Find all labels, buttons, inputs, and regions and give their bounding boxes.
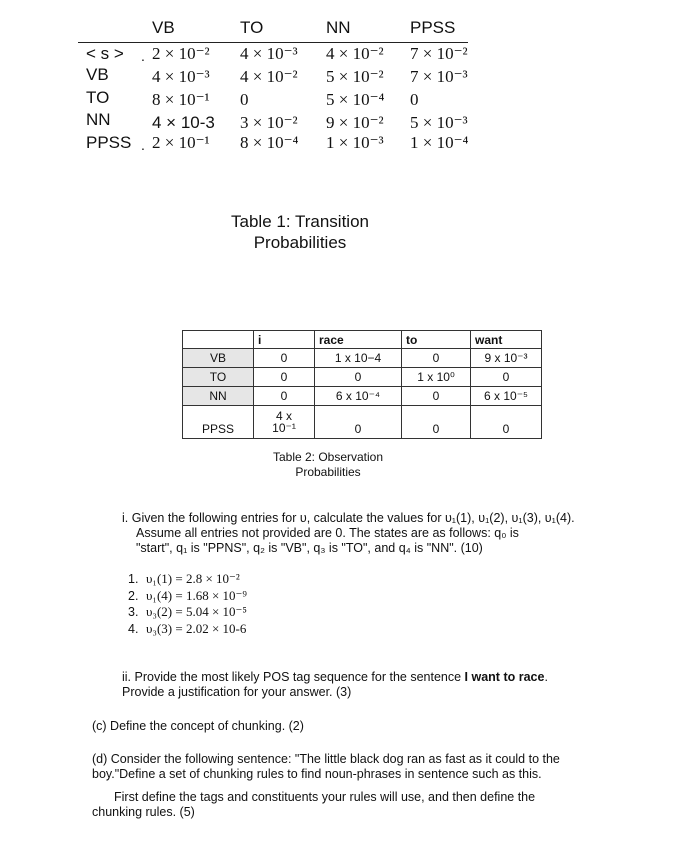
table1-cell: 5 × 10⁻³ bbox=[410, 113, 468, 132]
question-d-line: chunking rules. (5) bbox=[92, 805, 195, 819]
table1-cell: 5 × 10⁻² bbox=[326, 67, 384, 86]
list-number: 4. bbox=[128, 621, 139, 636]
table1-row-label: < s > bbox=[86, 44, 124, 63]
table1-cell: 9 × 10⁻² bbox=[326, 113, 384, 132]
table1-cell: 0 bbox=[240, 90, 249, 109]
table2-row-label: TO bbox=[183, 368, 254, 387]
table1-cell: 4 × 10-3 bbox=[152, 113, 215, 132]
question-d-line: boy."Define a set of chunking rules to find noun-phrases in sentence such as this. bbox=[92, 767, 542, 781]
table-row bbox=[183, 368, 542, 387]
answer-text: υ₃(3) = 2.02 × 10-6 bbox=[146, 620, 247, 636]
table1-header-rule bbox=[78, 42, 468, 43]
table2-col-header: to bbox=[402, 331, 471, 349]
table1-row-label: PPSS bbox=[86, 133, 132, 152]
question-ii-text: ii. Provide the most likely POS tag sequence for the sentence bbox=[122, 670, 465, 684]
table2-cell-line: 4 x bbox=[275, 409, 292, 423]
table1-cell: 3 × 10⁻² bbox=[240, 113, 298, 132]
table1-col-header: PPSS bbox=[410, 18, 456, 37]
table2 bbox=[182, 330, 542, 439]
question-ii-sentence: I want to race bbox=[464, 670, 545, 684]
table2-cell: 0 bbox=[402, 406, 471, 439]
list-item bbox=[128, 571, 247, 588]
answer-list bbox=[128, 571, 247, 637]
table2-cell: 9 x 10⁻³ bbox=[471, 349, 542, 368]
answer-text: υ₃(2) = 5.04 × 10⁻⁵ bbox=[146, 604, 247, 619]
question-i bbox=[122, 511, 602, 556]
table-row bbox=[183, 349, 542, 368]
table2-header-row bbox=[183, 331, 542, 349]
question-d-line: (d) Consider the following sentence: "The little black dog ran as fast as it could to the bbox=[92, 752, 560, 766]
list-number: 2. bbox=[128, 588, 139, 603]
table1-cell: 7 × 10⁻² bbox=[410, 44, 468, 63]
question-ii bbox=[122, 670, 602, 700]
table1-caption-line: Table 1: Transition bbox=[231, 212, 369, 231]
table1-caption-line: Probabilities bbox=[253, 233, 347, 252]
table1-cell: 1 × 10⁻⁴ bbox=[410, 133, 469, 152]
table1-col-header: TO bbox=[240, 18, 264, 37]
table2-col-header: i bbox=[254, 331, 315, 349]
table2-row-label: PPSS bbox=[183, 406, 254, 439]
answer-text: υ₁(1) = 2.8 × 10⁻² bbox=[146, 571, 240, 586]
table2-caption-line: Probabilities bbox=[295, 465, 361, 479]
table1-row-label: VB bbox=[86, 65, 109, 84]
list-number: 3. bbox=[128, 605, 139, 619]
list-item bbox=[128, 588, 247, 605]
table2-cell: 1 x 10−4 bbox=[315, 349, 402, 368]
table2-cell: 1 x 10⁰ bbox=[402, 368, 471, 387]
table1-dot: . bbox=[141, 48, 145, 64]
question-d bbox=[92, 752, 612, 820]
table-row bbox=[183, 406, 542, 439]
table2-cell: 0 bbox=[402, 349, 471, 368]
list-item bbox=[128, 621, 247, 638]
question-i-line: "start", q₁ is "PPNS", q₂ is "VB", q₃ is "TO", and q₄ is "NN". (10) bbox=[136, 541, 483, 555]
table2-cell-line: 10⁻¹ bbox=[272, 421, 296, 435]
question-ii-line: Provide a justification for your answer. (3) bbox=[122, 685, 352, 699]
table1-col-header: VB bbox=[152, 18, 175, 37]
table-row bbox=[183, 387, 542, 406]
table1-row-label: TO bbox=[86, 88, 110, 107]
list-item bbox=[128, 604, 247, 621]
table1-cell: 4 × 10⁻³ bbox=[240, 44, 298, 63]
table2-cell: 0 bbox=[471, 406, 542, 439]
table2-cell bbox=[254, 406, 315, 439]
table2-cell: 0 bbox=[315, 368, 402, 387]
table1-cell: 2 × 10⁻² bbox=[152, 44, 210, 63]
table2-caption-line: Table 2: Observation bbox=[272, 450, 384, 464]
table1-cell: 8 × 10⁻¹ bbox=[152, 90, 210, 109]
table1-cell: 1 × 10⁻³ bbox=[326, 133, 384, 152]
table2-cell: 6 x 10⁻⁵ bbox=[471, 387, 542, 406]
table1-cell: 2 × 10⁻¹ bbox=[152, 133, 210, 152]
question-i-line: i. Given the following entries for υ, calculate the values for υ₁(1), υ₁(2), υ₁(3), υ₁(4). bbox=[122, 511, 575, 525]
question-ii-text: . bbox=[544, 670, 548, 684]
table1-dot: . bbox=[141, 137, 145, 153]
question-ii-line bbox=[122, 670, 602, 685]
table1-col-header: NN bbox=[326, 18, 351, 37]
table2-row-label: VB bbox=[183, 349, 254, 368]
table1-caption bbox=[160, 211, 440, 253]
table2-cell: 0 bbox=[254, 387, 315, 406]
question-d-line: First define the tags and constituents your rules will use, and then define the bbox=[114, 790, 536, 804]
table2-row-label: NN bbox=[183, 387, 254, 406]
table2-cell: 0 bbox=[471, 368, 542, 387]
table1-cell: 0 bbox=[410, 90, 419, 109]
table2-col-header: want bbox=[471, 331, 542, 349]
list-number: 1. bbox=[128, 572, 139, 586]
table1-cell: 4 × 10⁻² bbox=[326, 44, 384, 63]
table2-cell: 0 bbox=[254, 349, 315, 368]
table2-col-header bbox=[183, 331, 254, 349]
answer-text: υ₁(4) = 1.68 × 10⁻⁹ bbox=[146, 587, 247, 603]
table1-cell: 4 × 10⁻² bbox=[240, 67, 298, 86]
table1-cell: 7 × 10⁻³ bbox=[410, 67, 468, 86]
table2-caption bbox=[248, 450, 408, 480]
table1-row-label: NN bbox=[86, 110, 111, 129]
question-i-line: Assume all entries not provided are 0. The states are as follows: q₀ is bbox=[136, 526, 519, 540]
question-c: (c) Define the concept of chunking. (2) bbox=[92, 719, 304, 733]
table1-cell: 4 × 10⁻³ bbox=[152, 67, 210, 86]
table2-col-header: race bbox=[315, 331, 402, 349]
table2-cell: 0 bbox=[254, 368, 315, 387]
table1-cell: 5 × 10⁻⁴ bbox=[326, 90, 385, 109]
table1-cell: 8 × 10⁻⁴ bbox=[240, 133, 299, 152]
table2-cell: 0 bbox=[315, 406, 402, 439]
table2-cell: 0 bbox=[402, 387, 471, 406]
table2-cell: 6 x 10⁻⁴ bbox=[315, 387, 402, 406]
